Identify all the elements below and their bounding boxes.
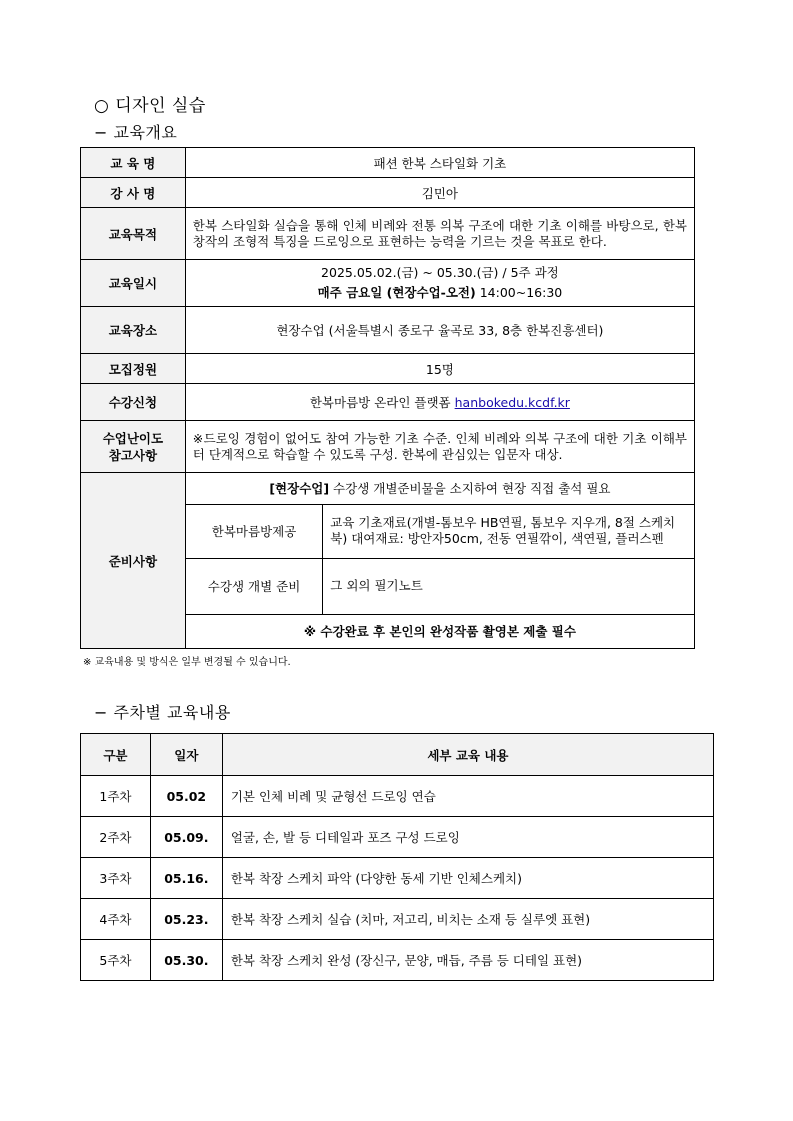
label-difficulty-line1: 수업난이도	[102, 430, 164, 446]
value-capacity: 15명	[185, 354, 694, 384]
row-date: 05.09.	[150, 817, 222, 858]
row-week: 5주차	[81, 940, 151, 981]
label-difficulty-line2: 참고사항	[108, 447, 158, 463]
label-prep: 준비사항	[81, 473, 186, 649]
overview-heading: − 교육개요	[94, 123, 178, 142]
section-title: ○ 디자인 실습	[94, 96, 206, 116]
prep-student-label: 수강생 개별 준비	[186, 558, 323, 614]
schedule-day: 매주 금요일 (현장수업-오전)	[317, 285, 476, 300]
table-row	[81, 899, 714, 940]
prep-top-text: 수강생 개별준비물을 소지하여 현장 직접 출석 필요	[333, 481, 611, 497]
value-apply	[185, 384, 694, 421]
row-content: 한복 착장 스케치 완성 (장신구, 문양, 매듭, 주름 등 디테일 표현)	[222, 940, 713, 981]
table-row	[81, 817, 714, 858]
prep-top	[186, 473, 694, 504]
row-date: 05.16.	[150, 858, 222, 899]
prep-inner-table	[186, 473, 694, 647]
weekly-table	[80, 733, 714, 981]
label-instructor: 강 사 명	[81, 178, 186, 208]
label-schedule: 교육일시	[81, 260, 186, 307]
apply-link[interactable]: hanbokedu.kcdf.kr	[454, 395, 570, 410]
label-capacity: 모집정원	[81, 354, 186, 384]
table-row	[81, 776, 714, 817]
prep-student-value: 그 외의 필기노트	[323, 558, 694, 614]
value-place: 현장수업 (서울특별시 종로구 율곡로 33, 8층 한복진흥센터)	[185, 307, 694, 354]
row-week: 2주차	[81, 817, 151, 858]
prep-provided-value: 교육 기초재료(개별-톰보우 HB연필, 톰보우 지우개, 8절 스케치북) 대여재료: 방안자50cm, 전동 연필깎이, 색연필, 플러스펜	[323, 504, 694, 558]
col-content: 세부 교육 내용	[222, 734, 713, 776]
prep-provided-label: 한복마름방제공	[186, 504, 323, 558]
row-date: 05.30.	[150, 940, 222, 981]
apply-text: 한복마름방 온라인 플랫폼	[309, 395, 451, 410]
schedule-time	[186, 283, 694, 303]
table-row	[81, 858, 714, 899]
label-place: 교육장소	[81, 307, 186, 354]
col-date: 일자	[150, 734, 222, 776]
row-content: 얼굴, 손, 발 등 디테일과 포즈 구성 드로잉	[222, 817, 713, 858]
schedule-dates: 2025.05.02.(금) ~ 05.30.(금) / 5주 과정	[321, 265, 559, 280]
col-week: 구분	[81, 734, 151, 776]
row-week: 4주차	[81, 899, 151, 940]
table-row	[81, 940, 714, 981]
row-date: 05.02	[150, 776, 222, 817]
value-instructor: 김민아	[185, 178, 694, 208]
row-date: 05.23.	[150, 899, 222, 940]
label-difficulty	[81, 421, 186, 473]
row-content: 한복 착장 스케치 파악 (다양한 동세 기반 인체스케치)	[222, 858, 713, 899]
row-week: 3주차	[81, 858, 151, 899]
label-purpose: 교육목적	[81, 208, 186, 260]
row-content: 기본 인체 비례 및 균형선 드로잉 연습	[222, 776, 713, 817]
row-content: 한복 착장 스케치 실습 (치마, 저고리, 비치는 소재 등 실루엣 표현)	[222, 899, 713, 940]
value-purpose: 한복 스타일화 실습을 통해 인체 비례와 전통 의복 구조에 대한 기초 이해를 바탕으로, 한복 창작의 조형적 특징을 드로잉으로 표현하는 능력을 기르는 것을 목표로 한다.	[185, 208, 694, 260]
prep-bottom: ※ 수강완료 후 본인의 완성작품 촬영본 제출 필수	[186, 614, 694, 647]
label-apply: 수강신청	[81, 384, 186, 421]
row-week: 1주차	[81, 776, 151, 817]
value-prep	[185, 473, 694, 649]
value-name: 패션 한복 스타일화 기초	[185, 148, 694, 178]
label-name: 교 육 명	[81, 148, 186, 178]
prep-top-bold: [현장수업]	[269, 481, 330, 497]
weekly-heading: − 주차별 교육내용	[94, 703, 231, 722]
value-schedule	[185, 260, 694, 307]
value-difficulty: ※드로잉 경험이 없어도 참여 가능한 기초 수준. 인체 비례와 의복 구조에 대한 기초 이해부터 단계적으로 학습할 수 있도록 구성. 한복에 관심있는 입문자 대상.	[185, 421, 694, 473]
footnote: ※ 교육내용 및 방식은 일부 변경될 수 있습니다.	[83, 657, 291, 668]
overview-table	[80, 147, 695, 649]
schedule-hours: 14:00~16:30	[479, 285, 563, 300]
